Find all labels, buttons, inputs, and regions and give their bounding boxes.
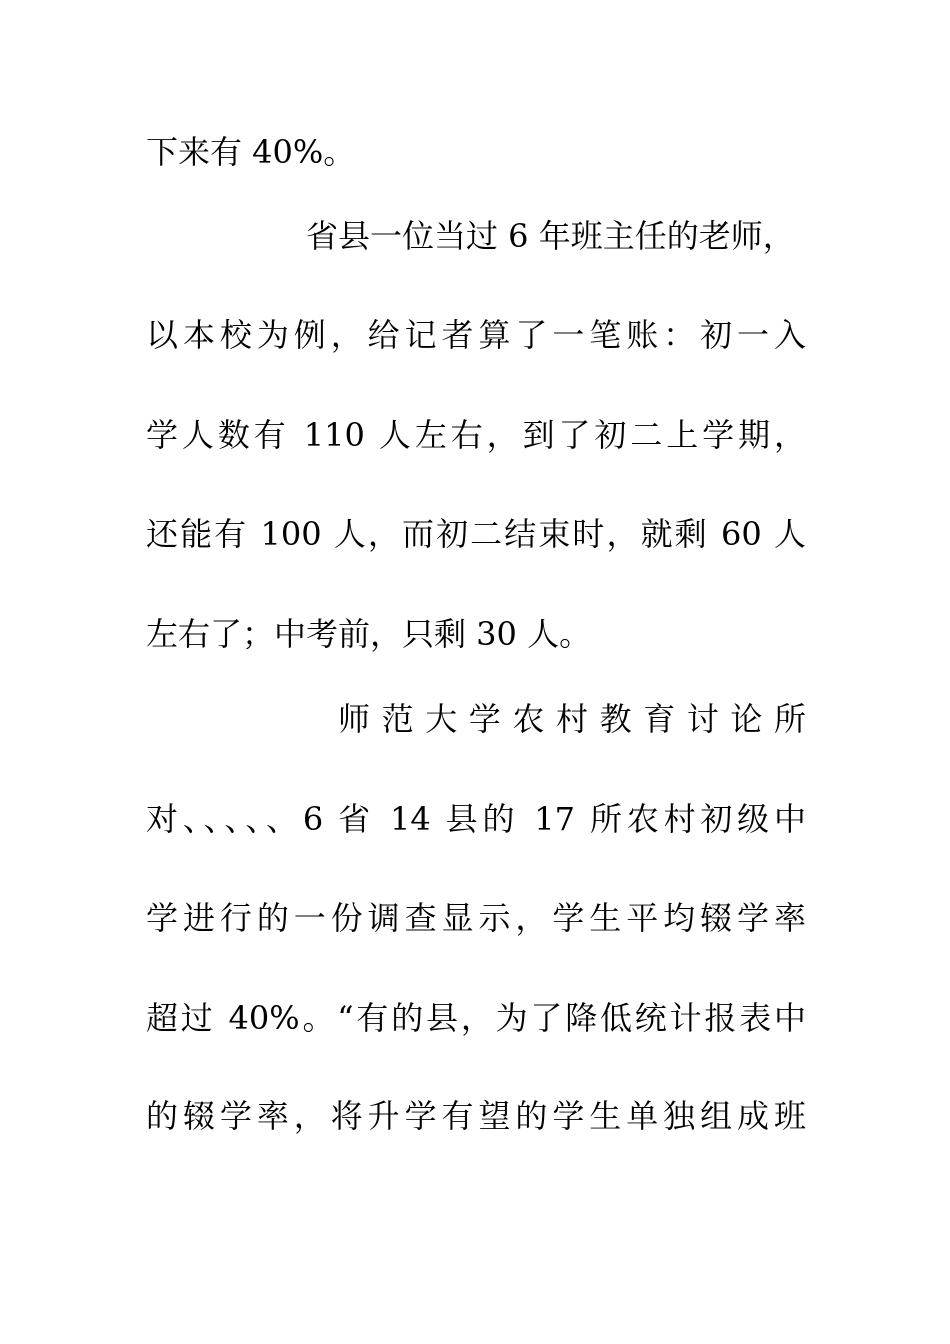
text-line-11: 的辍学率，将升学有望的学生单独组成班 [146, 1097, 806, 1135]
text-line-9: 学进行的一份调查显示，学生平均辍学率 [146, 899, 806, 937]
text-line-4: 学人数有 110 人左右，到了初二上学期， [146, 416, 806, 454]
paragraph-start-line: 省县一位当过 6 年班主任的老师， [306, 217, 795, 255]
paragraph-start-line: 师范大学农村教育讨论所 [338, 700, 806, 738]
text-line-5: 还能有 100 人，而初二结束时，就剩 60 人 [146, 515, 806, 553]
text-line-8: 对、、、、、6 省 14 县的 17 所农村初级中 [146, 800, 806, 838]
text-line-3: 以本校为例，给记者算了一笔账：初一入 [146, 316, 806, 354]
text-line-10: 超过 40%。“有的县，为了降低统计报表中 [146, 999, 806, 1037]
text-line-6: 左右了；中考前，只剩 30 人。 [146, 615, 592, 653]
text-line-1: 下来有 40%。 [146, 133, 356, 171]
